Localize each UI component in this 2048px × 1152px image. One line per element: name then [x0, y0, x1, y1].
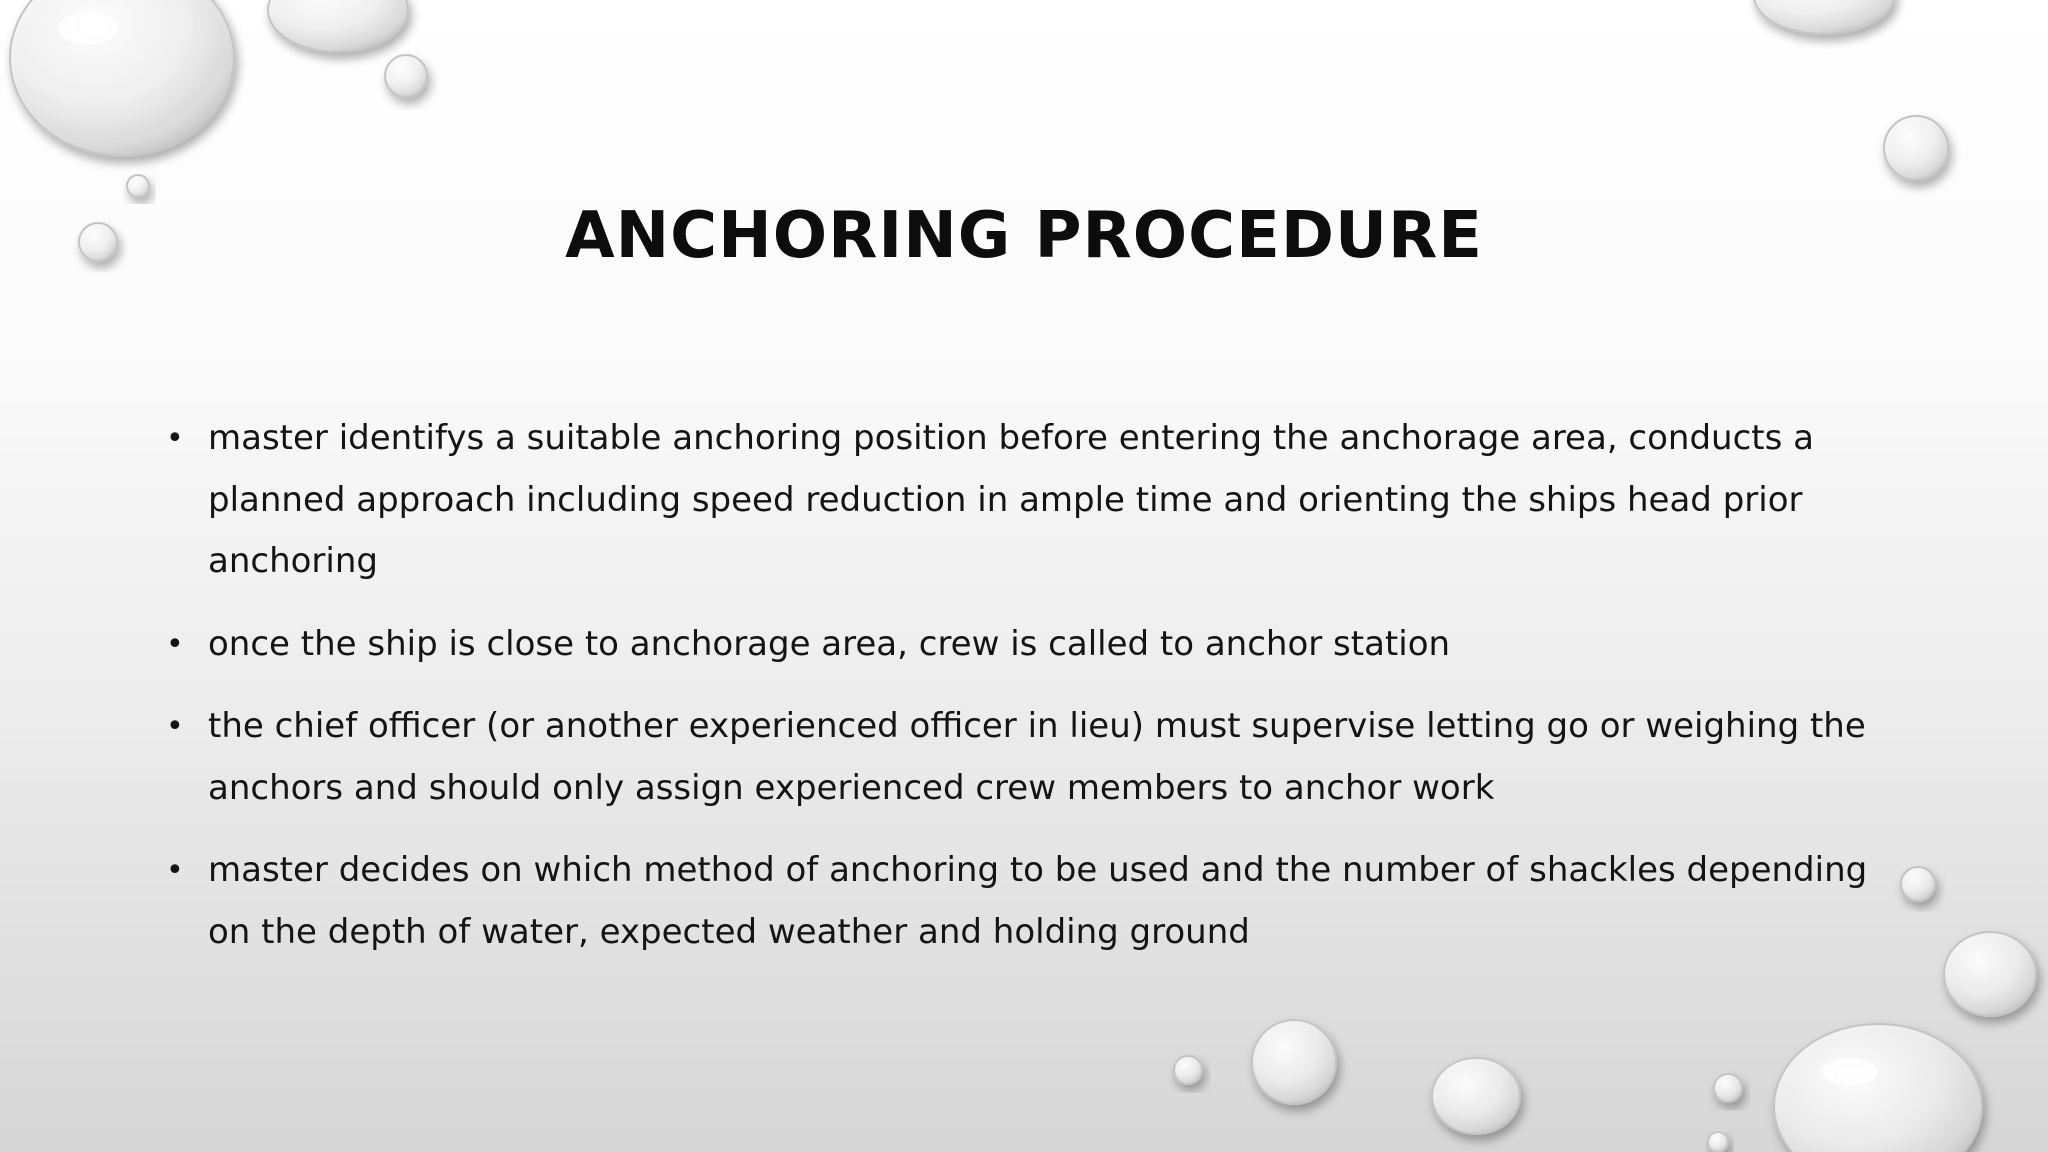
bullet-item-1	[166, 408, 1876, 593]
drop-bottom-5	[1708, 1132, 1728, 1152]
bullet-text: master decides on which method of anchoring to be used and the number of shackles depending on the depth of water, expected weather and holding ground	[208, 850, 1868, 952]
bullet-text: once the ship is close to anchorage area, crew is called to anchor station	[208, 623, 1451, 664]
drop-top-left-2	[268, 0, 408, 52]
slide-title: ANCHORING PROCEDURE	[565, 199, 1483, 273]
drop-bottom-3	[1432, 1058, 1520, 1134]
bullet-dot-icon: •	[166, 709, 184, 744]
drop-bottom-2	[1252, 1020, 1336, 1104]
drop-large-bottom-right	[1774, 1024, 1982, 1152]
drop-large-top-left	[10, 0, 234, 156]
drop-top-right-2	[1884, 116, 1948, 180]
bullet-item-4	[166, 840, 1876, 963]
bullet-text: master identifys a suitable anchoring position before entering the anchorage area, conducts a planned approach including speed reduction in ample time and orienting the ships head prior anchoring	[208, 418, 1814, 581]
drop-small-2	[127, 175, 149, 197]
bullet-list	[166, 408, 1876, 984]
bullet-item-2	[166, 614, 1876, 676]
drop-right-2	[1944, 932, 2036, 1016]
drop-bottom-4	[1714, 1074, 1742, 1102]
drop-right-1	[1901, 867, 1935, 901]
bullet-dot-icon: •	[166, 626, 184, 662]
drop-small-1	[385, 55, 427, 97]
drop-top-right-1	[1754, 0, 1894, 34]
drop-bottom-1	[1174, 1056, 1202, 1084]
bullet-dot-icon: •	[166, 421, 184, 456]
bullet-dot-icon: •	[166, 853, 184, 888]
bullet-item-3	[166, 696, 1876, 819]
bullet-text: the chief officer (or another experienced officer in lieu) must supervise letting go or weighing the anchors and should only assign experienced crew members to anchor work	[208, 706, 1866, 808]
